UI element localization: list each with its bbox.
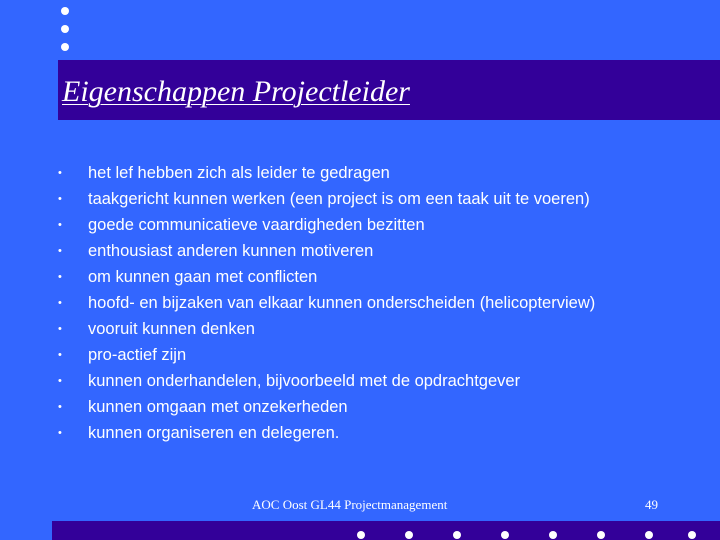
- decorative-dot: [645, 531, 653, 539]
- bullet-text: pro-actief zijn: [88, 346, 187, 364]
- decorative-dot: [453, 531, 461, 539]
- bullet-icon: •: [58, 271, 62, 283]
- bullet-icon: •: [58, 401, 62, 413]
- decorative-dot: [61, 43, 69, 51]
- page-number: 49: [645, 497, 658, 512]
- footer-text: AOC Oost GL44 Projectmanagement: [252, 497, 448, 512]
- bullet-icon: •: [58, 375, 62, 387]
- bullet-text: kunnen organiseren en delegeren.: [88, 424, 340, 442]
- decorative-dot: [61, 7, 69, 15]
- bullet-text: kunnen onderhandelen, bijvoorbeeld met de opdrachtgever: [88, 372, 521, 390]
- decorative-dot: [405, 531, 413, 539]
- decorative-dot: [501, 531, 509, 539]
- bullet-icon: •: [58, 193, 62, 205]
- slide-title: Eigenschappen Projectleider: [62, 75, 410, 108]
- decorative-dot: [61, 25, 69, 33]
- bullet-text: vooruit kunnen denken: [88, 320, 255, 338]
- bullet-text: het lef hebben zich als leider te gedragen: [88, 164, 390, 182]
- bullet-text: hoofd- en bijzaken van elkaar kunnen onderscheiden (helicopterview): [88, 294, 596, 312]
- bullet-text: om kunnen gaan met conflicten: [88, 268, 318, 286]
- decorative-dot: [357, 531, 365, 539]
- bullet-icon: •: [58, 297, 62, 309]
- bullet-text: enthousiast anderen kunnen motiveren: [88, 242, 374, 260]
- decorative-dot: [688, 531, 696, 539]
- decorative-dot: [549, 531, 557, 539]
- bullet-icon: •: [58, 427, 62, 439]
- bullet-icon: •: [58, 245, 62, 257]
- bullet-icon: •: [58, 167, 62, 179]
- decorative-dot: [597, 531, 605, 539]
- bullet-text: kunnen omgaan met onzekerheden: [88, 398, 348, 416]
- bottom-bar: [52, 521, 720, 540]
- bullet-icon: •: [58, 323, 62, 335]
- bullet-icon: •: [58, 219, 62, 231]
- bullet-text: goede communicatieve vaardigheden bezitten: [88, 216, 425, 234]
- bullet-icon: •: [58, 349, 62, 361]
- bullet-text: taakgericht kunnen werken (een project is om een taak uit te voeren): [88, 190, 590, 208]
